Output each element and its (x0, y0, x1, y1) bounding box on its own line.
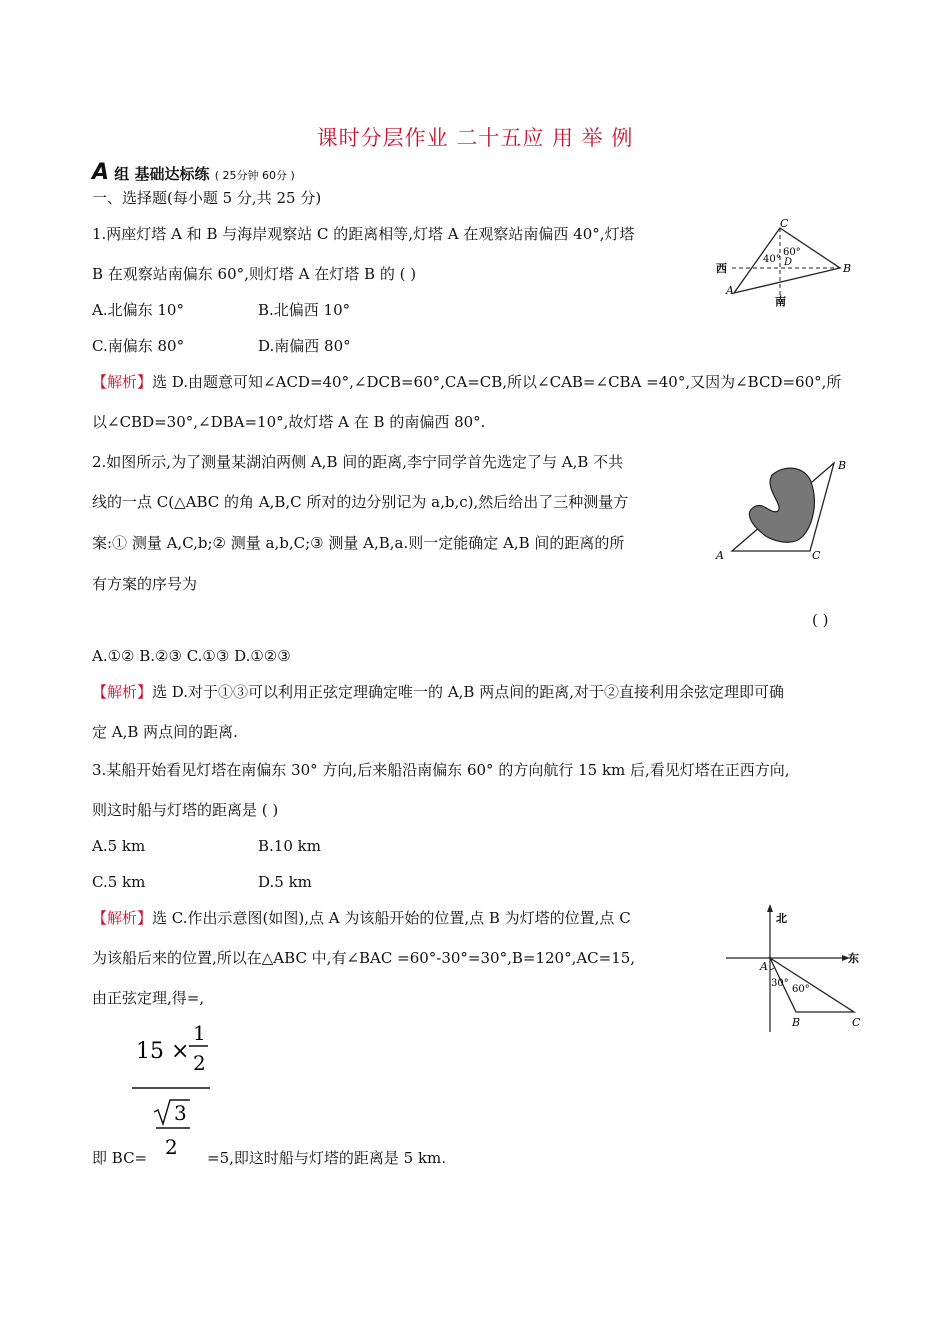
q1-line2: B 在观察站南偏东 60°,则灯塔 A 在灯塔 B 的 ( ) (92, 265, 417, 283)
q3-answer-line3: 由正弦定理,得=, (92, 989, 205, 1007)
group-name: 组 基础达标练 (114, 165, 210, 183)
q1-fig-label-d: D (784, 257, 793, 268)
q3-fig-label-b: B (792, 1016, 801, 1029)
answer-label: 【解析】 (92, 373, 153, 391)
q3-line2: 则这时船与灯塔的距离是 ( ) (92, 801, 279, 819)
q3-option-a: A.5 km (92, 837, 146, 855)
q1-fig-west: 西 (716, 262, 727, 275)
q1-answer-text1: 选 D.由题意可知∠ACD=40°,∠DCB=60°,CA=CB,所以∠CAB=∠CBA =40°,又因为∠BCD=60°,所 (152, 373, 842, 391)
q2-answer-paren: ( ) (812, 611, 829, 629)
group-time: ( 25分钟 60分 ) (214, 169, 295, 182)
q3-answer-text1: 选 C.作出示意图(如图),点 A 为该船开始的位置,点 B 为灯塔的位置,点 C (152, 909, 631, 927)
q3-figure (724, 902, 864, 1038)
q2-fig-label-a: A (716, 549, 724, 562)
q1-option-b: B.北偏西 10° (258, 301, 351, 319)
q3-fig-east: 东 (848, 952, 859, 965)
q1-answer-line2: 以∠CBD=30°,∠DBA=10°,故灯塔 A 在 B 的南偏西 80°. (92, 413, 486, 431)
q2-answer-line2: 定 A,B 两点间的距离. (92, 723, 238, 741)
q3-answer-line4-pre: 即 BC= (92, 1149, 148, 1167)
q3-fig-label-a: A (760, 960, 768, 973)
q3-fig-angle-30: 30° (771, 978, 789, 989)
q1-option-a: A.北偏东 10° (92, 301, 184, 319)
q2-fig-label-b: B (838, 459, 847, 472)
frac-sqrt-arg: 3 (174, 1101, 187, 1125)
lake-shape (749, 468, 814, 542)
q2-fig-label-c: C (812, 549, 821, 562)
q1-figure (712, 218, 862, 310)
q3-answer-line2: 为该船后来的位置,所以在△ABC 中,有∠BAC =60°-30°=30°,B=120°,AC=15, (92, 949, 636, 967)
q1-fig-angle-40: 40° (763, 254, 781, 265)
q2-line4: 有方案的序号为 (92, 575, 198, 593)
q2-line2: 线的一点 C(△ABC 的角 A,B,C 所对的边分别记为 a,b,c),然后给出了三种测量方 (92, 493, 629, 511)
q1-line1: 1.两座灯塔 A 和 B 与海岸观察站 C 的距离相等,灯塔 A 在观察站南偏西 40°,灯塔 (92, 225, 635, 243)
q2-line3: 案:① 测量 A,C,b;② 测量 a,b,C;③ 测量 A,B,a.则一定能确定 A,B 间的距离的所 (92, 534, 625, 552)
q2-figure (712, 455, 862, 565)
q3-option-c: C.5 km (92, 873, 146, 891)
group-letter: A (92, 160, 110, 185)
section-heading: 一、选择题(每小题 5 分,共 25 分) (92, 189, 322, 207)
q3-fig-label-c: C (852, 1016, 861, 1029)
frac-half-num: 1 (193, 1021, 206, 1045)
answer-label: 【解析】 (92, 909, 153, 927)
q2-line1: 2.如图所示,为了测量某湖泊两侧 A,B 间的距离,李宁同学首先选定了与 A,B 不共 (92, 453, 624, 471)
q1-fig-label-a: A (726, 284, 734, 297)
q3-option-d: D.5 km (258, 873, 312, 891)
answer-label: 【解析】 (92, 683, 153, 701)
q1-fig-angle-60: 60° (783, 247, 801, 258)
q1-option-c: C.南偏东 80° (92, 337, 185, 355)
q3-fig-north: 北 (776, 912, 787, 925)
q3-line1: 3.某船开始看见灯塔在南偏东 30° 方向,后来船沿南偏东 60° 的方向航行 15 km 后,看见灯塔在正西方向, (92, 761, 790, 779)
q1-fig-label-c: C (780, 218, 789, 230)
frac-half-den: 2 (193, 1051, 206, 1075)
group-header (92, 160, 295, 185)
q1-option-d: D.南偏西 80° (258, 337, 351, 355)
frac-num-text: 15 × (136, 1039, 190, 1064)
q2-answer-text1: 选 D.对于①③可以利用正弦定理确定唯一的 A,B 两点间的距离,对于②直接利用余弦定理即可确 (152, 683, 784, 701)
q1-answer-line1 (92, 372, 841, 392)
frac-den: 2 (165, 1135, 178, 1159)
q3-answer-line1 (92, 908, 631, 928)
q1-fig-south: 南 (775, 295, 786, 308)
q3-option-b: B.10 km (258, 837, 321, 855)
page-title: 课时分层作业 二十五应 用 举 例 (316, 126, 634, 150)
q3-fraction-formula (128, 1014, 224, 1164)
q3-answer-line4-post: =5,即这时船与灯塔的距离是 5 km. (207, 1149, 447, 1167)
q3-fig-angle-60: 60° (792, 984, 810, 995)
q1-fig-label-b: B (843, 262, 852, 275)
q2-answer-line1 (92, 682, 784, 702)
q2-options: A.①② B.②③ C.①③ D.①②③ (92, 647, 291, 665)
